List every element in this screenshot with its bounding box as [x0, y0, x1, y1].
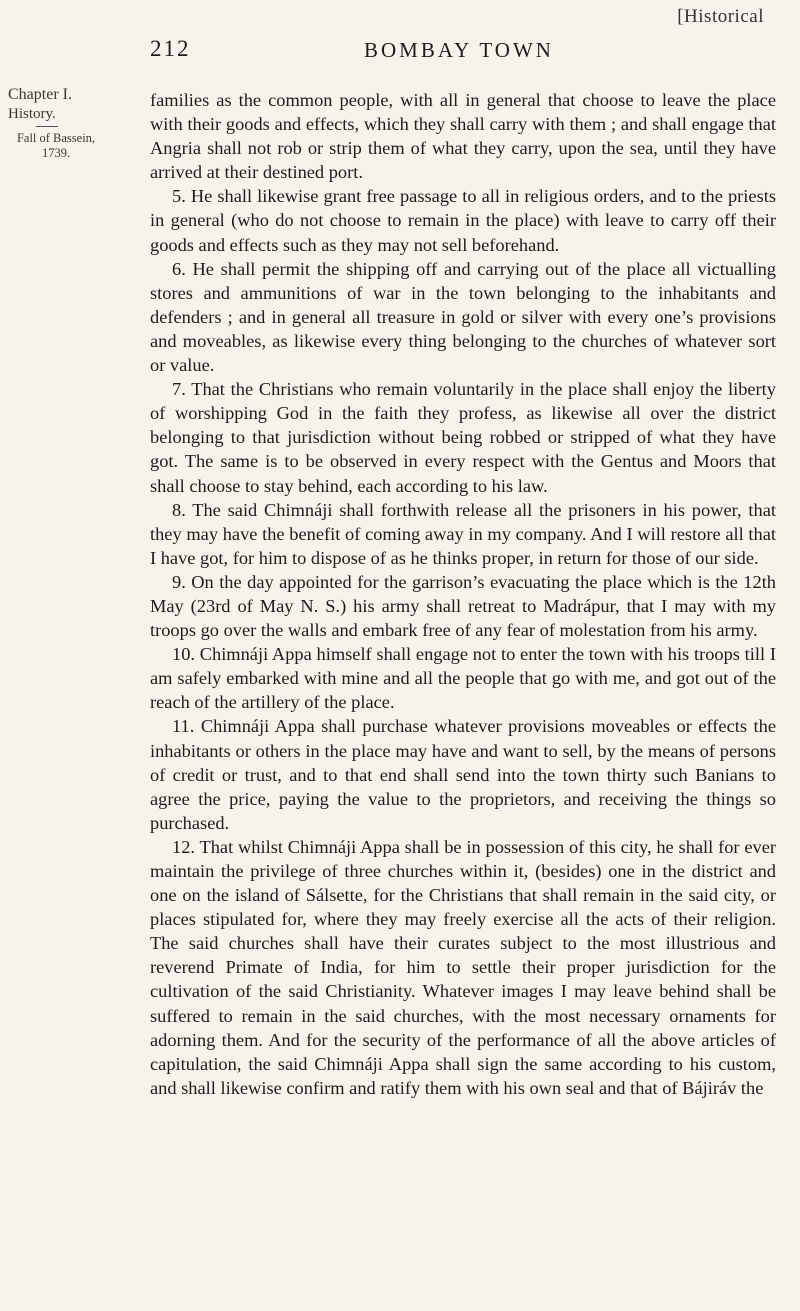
paragraph: 5. He shall likewise grant free passage to all in religious orders, and to the priests in general (who do not choose to remain in the place) with leave to carry off their goods and effects such as they may not sell beforehand. — [150, 186, 776, 255]
paragraph: 11. Chimnáji Appa shall purchase whatever provisions moveables or effects the inhabitants or others in the place may have and want to sell, by the means of persons of credit or trust, and to that end shall send into the town thirty such Banians to agree the price, paying the value to the proprietors, and receiving the things so purchased. — [150, 716, 776, 833]
margin-note: Fall of Bassein, 1739. — [16, 131, 96, 160]
margin-rule — [36, 126, 58, 127]
body-text — [150, 88, 776, 1100]
margin-chapter: Chapter I. — [8, 86, 72, 103]
margin-notes — [8, 86, 108, 161]
paragraph: 9. On the day appointed for the garrison’s evacuating the place which is the 12th May (23rd of May N. S.) his army shall retreat to Madrápur, that I may with my troops go over the walls and embark free of any fear of molestation from his army. — [150, 571, 776, 641]
paragraph: 7. That the Christians who remain voluntarily in the place shall enjoy the liberty of worshipping God in the faith they profess, as likewise all over the district belonging to that jurisdiction without being robbed or stripped of what they have got. The same is to be observed in every respect with the Gentus and Moors that shall choose to stay behind, each according to his law. — [150, 379, 776, 496]
page-header — [150, 36, 770, 70]
paragraph: 8. The said Chimnáji shall forthwith release all the prisoners in his power, that they may have the benefit of coming away in my company. And I will restore all that I have got, for him to dispose of as he thinks proper, in return for those of our side. — [150, 499, 776, 568]
paragraph: 12. That whilst Chimnáji Appa shall be in possession of this city, he shall for ever maintain the privilege of three churches within it, (besides) one in the district and one on the island of Sálsette, for the Christians that shall remain in the said city, or places stipulated for, where they may freely exercise all the acts of their religion. The said churches shall have their curates subject to the most illustrious and reverend Primate of India, for him to settle their proper jurisdiction for the cultivation of the said Christianity. Whatever images I may leave behind shall be suffered to remain in the said churches, with the most necessary ornaments for adorning them. And for the security of the performance of all the above articles of capitulation, the said Chimnáji Appa shall sign the same according to his custom, and shall likewise confirm and ratify them with his own seal and that of Bájiráv the — [150, 836, 776, 1098]
running-title: BOMBAY TOWN — [364, 38, 554, 62]
margin-history: History. — [8, 106, 56, 122]
page-number: 212 — [150, 36, 191, 61]
paragraph: 10. Chimnáji Appa himself shall engage not to enter the town with his troops till I am safely embarked with mine and all the people that go with me, and got out of the reach of the artillery of the place. — [150, 644, 776, 713]
paragraph: 6. He shall permit the shipping off and carrying out of the place all victualling stores and ammunitions of war in the town belonging to the inhabitants and defenders ; and in general all treasure in gold or silver with every one’s provisions and moveables, as likewise every thing belonging to the churches of whatever sort or value. — [150, 258, 776, 376]
section-tag: [Historical — [677, 6, 764, 27]
paragraph: families as the common people, with all in general that choose to leave the place with their goods and effects, which they shall carry with them ; and shall engage that Angria shall not rob or strip them of what they carry, upon the sea, until they have arrived at their destined port. — [150, 90, 776, 183]
